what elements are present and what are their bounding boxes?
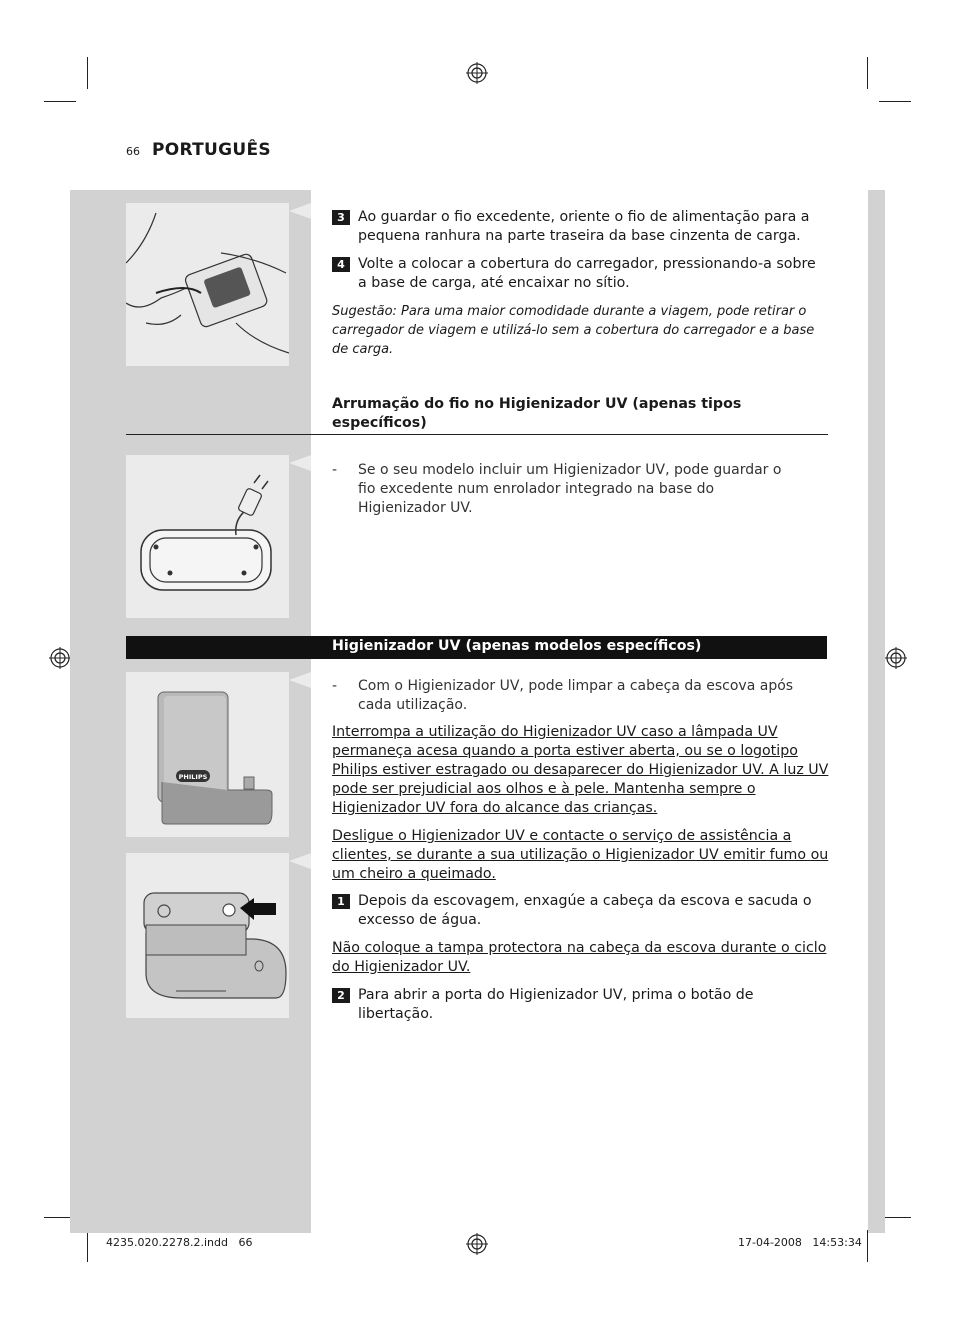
section-heading: Arrumação do fio no Higienizador UV (apenas tipos específicos) [332, 396, 742, 431]
bullet-dash: - [332, 462, 338, 478]
step-number: 1 [332, 894, 350, 909]
figure-pointer [289, 853, 311, 869]
list-item-text: Com o Higienizador UV, pode limpar a cabeça da escova após cada utilização. [358, 678, 794, 713]
page-number: 66 [126, 145, 140, 158]
warning-text: Interrompa a utilização do Higienizador UV caso a lâmpada UV permaneça acesa quando a porta estiver aberta, ou se o logotipo Philips estiver estragado ou desaparecer do Higienizador UV. A luz UV pode ser prejudicial aos olhos e à pele. Mantenha sempre o Higienizador UV fora do alcance das crianças. [332, 724, 829, 816]
figure-charger-cord [126, 203, 289, 366]
figure-uv-release-button [126, 853, 289, 1018]
step-text: Para abrir a porta do Higienizador UV, prima o botão de libertação. [358, 987, 754, 1022]
step-number: 3 [332, 210, 350, 225]
list-item [332, 677, 828, 717]
figure-uv-cord-storage [126, 455, 289, 618]
crop-mark [867, 1230, 868, 1262]
tip-text: Sugestão: Para uma maior comodidade durante a viagem, pode retirar o carregador de viagem e utilizá-lo sem a cobertura do carregador e a base de carga. [332, 304, 815, 357]
step-text: Ao guardar o fio excedente, oriente o fio de alimentação para a pequena ranhura na parte traseira da base cinzenta de carga. [358, 209, 810, 244]
step-1 [332, 892, 828, 932]
page-header [126, 140, 271, 160]
registration-mark-icon [466, 1233, 488, 1255]
list-item-text: Se o seu modelo incluir um Higienizador UV, pode guardar o fio excedente num enrolador integrado na base do Higienizador UV. [358, 462, 782, 516]
section-divider [126, 434, 828, 435]
step-number: 4 [332, 257, 350, 272]
step-4 [332, 255, 828, 295]
philips-logo: PHILIPS [178, 773, 208, 781]
figure-pointer [289, 672, 311, 688]
section-title-bar [126, 636, 827, 659]
figure-pointer [289, 455, 311, 471]
list-item [332, 461, 828, 516]
uv-release-illustration [126, 853, 289, 1018]
step-number: 2 [332, 988, 350, 1003]
uv-base-cord-illustration [126, 455, 289, 618]
uv-sanitizer-illustration [126, 672, 289, 837]
warning-text: Desligue o Higienizador UV e contacte o serviço de assistência a clientes, se durante a sua utilização o Higienizador UV emitir fumo ou um cheiro a queimado. [332, 828, 829, 882]
footer-file-info: 4235.020.2278.2.indd 66 [106, 1236, 253, 1249]
crop-mark [879, 101, 911, 102]
footer-datetime: 17-04-2008 14:53:34 [738, 1236, 862, 1249]
section-title: Higienizador UV (apenas modelos específicos) [332, 638, 702, 654]
page-title: PORTUGUÊS [152, 140, 271, 160]
figure-uv-sanitizer [126, 672, 289, 837]
charger-cord-illustration [126, 203, 289, 366]
warning-text: Não coloque a tampa protectora na cabeça da escova durante o ciclo do Higienizador UV. [332, 940, 827, 975]
crop-mark [87, 1230, 88, 1262]
registration-mark-icon [885, 647, 907, 669]
step-text: Depois da escovagem, enxagúe a cabeça da escova e sacuda o excesso de água. [358, 893, 812, 928]
bullet-dash: - [332, 678, 338, 694]
crop-mark [44, 101, 76, 102]
step-2 [332, 986, 828, 1022]
right-margin-band [868, 190, 885, 1233]
figure-pointer [289, 203, 311, 219]
step-text: Volte a colocar a cobertura do carregador, pressionando-a sobre a base de carga, até encaixar no sítio. [358, 256, 816, 291]
registration-mark-icon [49, 647, 71, 669]
step-3 [332, 208, 828, 248]
crop-mark [87, 57, 88, 89]
registration-mark-icon [466, 62, 488, 84]
crop-mark [867, 57, 868, 89]
